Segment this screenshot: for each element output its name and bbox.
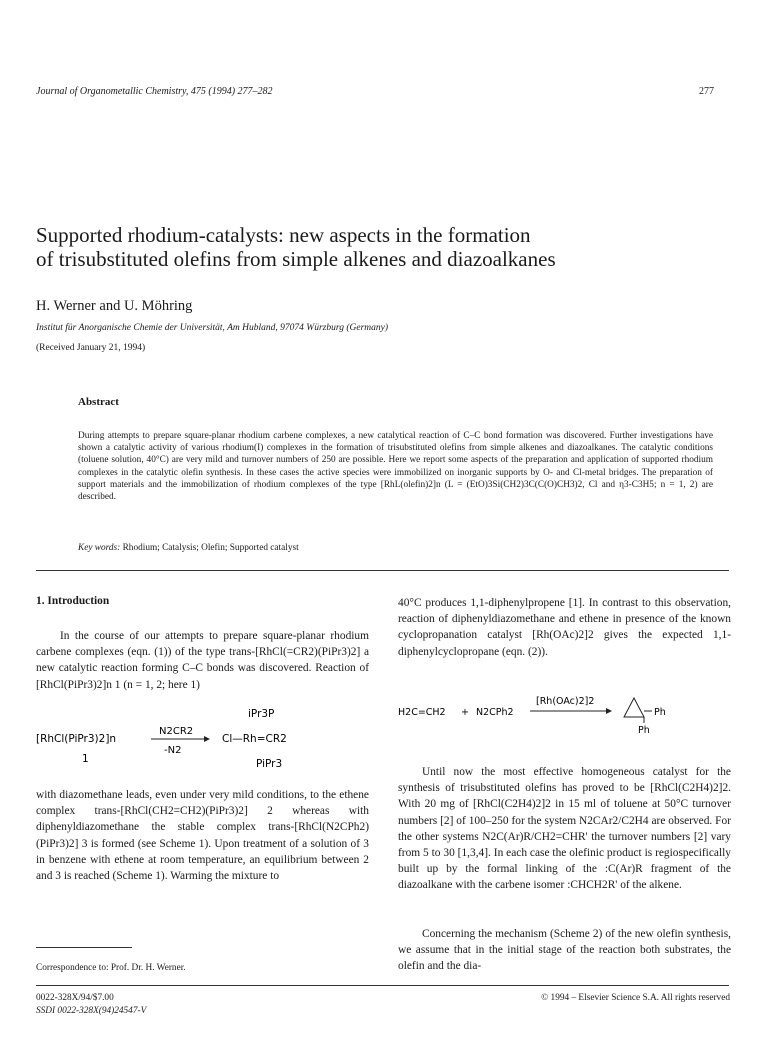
eqn1-reagent-top: N2CR2 bbox=[159, 726, 194, 737]
affiliation: Institut für Anorganische Chemie der Universität, Am Hubland, 97074 Würzburg (Germany) bbox=[36, 323, 389, 333]
footer-divider bbox=[36, 985, 729, 986]
keywords-label: Key words: bbox=[78, 543, 121, 553]
title-line-1: Supported rhodium-catalysts: new aspects in the formation bbox=[36, 223, 531, 247]
received-date: (Received January 21, 1994) bbox=[36, 343, 146, 353]
section-heading-introduction: 1. Introduction bbox=[36, 595, 110, 607]
keywords bbox=[78, 543, 299, 553]
eqn2-product-sub-2: Ph bbox=[638, 725, 650, 736]
eqn2-reactant-2: N2CPh2 bbox=[476, 707, 514, 718]
intro-paragraph-1: In the course of our attempts to prepare square-planar rhodium carbene complexes (eqn. (1)) of the type trans-[RhCl(=CR2)(PiPr3)2] a new catalytic reaction forming C–C bonds was discovered. Reaction of [RhCl(PiPr3)2]n 1 (n = 1, 2; here 1) bbox=[36, 630, 369, 691]
eqn2-reactant-1: H2C=CH2 bbox=[398, 707, 446, 718]
eqn2-product-sub-1: Ph bbox=[654, 707, 666, 718]
intro-paragraph-5: Concerning the mechanism (Scheme 2) of the new olefin synthesis, we assume that in the initial stage of the reaction both substrates, the olefin and the dia- bbox=[398, 928, 731, 973]
eqn1-reagent-bottom: -N2 bbox=[164, 745, 182, 756]
intro-paragraph-2: with diazomethane leads, even under very mild conditions, to the ethene complex trans-[RhCl(CH2=CH2)(PiPr3)2] 2 whereas with diphenyldiazomethane the stable complex trans-[RhCl(N2CPh2)(PiPr3)2] 3 is formed (see Scheme 1). Upon treatment of a solution of 3 in benzene with ethene at room temperature, an equilibrium between 2 and 3 is reached (Scheme 1). Warming the mixture to bbox=[36, 789, 369, 883]
footnote-divider bbox=[36, 947, 132, 948]
authors: H. Werner and U. Möhring bbox=[36, 298, 193, 314]
eqn2-plus: + bbox=[461, 707, 469, 718]
section-divider bbox=[36, 570, 729, 571]
equation-1-scheme bbox=[36, 700, 369, 782]
correspondence-footnote: Correspondence to: Prof. Dr. H. Werner. bbox=[36, 963, 186, 973]
eqn1-reactant-label: 1 bbox=[82, 753, 89, 765]
intro-paragraph-3: 40°C produces 1,1-diphenylpropene [1]. In contrast to this observation, reaction of diphenyldiazomethane and ethene in presence of the known cyclopropanation catalyst [Rh(OAc)2]2 gives the expected 1,1-diphenylcyclopropane (eqn. (2)). bbox=[398, 597, 731, 658]
ssdi-code: SSDI 0022-328X(94)24547-V bbox=[36, 1006, 147, 1016]
eqn1-arrow-head bbox=[204, 736, 210, 742]
paper-title bbox=[36, 223, 736, 271]
keywords-list: Rhodium; Catalysis; Olefin; Supported catalyst bbox=[122, 543, 299, 553]
eqn1-reactant: [RhCl(PiPr3)2]n bbox=[36, 733, 117, 745]
eqn1-product-top: iPr3P bbox=[248, 708, 275, 720]
eqn1-product-bottom: PiPr3 bbox=[256, 758, 283, 770]
abstract-text: During attempts to prepare square-planar rhodium carbene complexes, a new catalytical reaction of C–C bond formation was discovered. Further investigations have shown a catalytic activity of various rhodium(I) complexes in the formation of trisubstituted olefins from simple alkenes and diazoalkanes. The catalytic conditions (toluene solution, 40°C) are very mild and turnover numbers of 250 are possible. Here we report some aspects of the preparation and application of supported rhodium complexes in the catalytic olefin synthesis. In these cases the active species were immobilized on inorganic supports by O- and Cl-metal bridges. The preparation of support materials and the immobilization of rhodium complexes of the type [RhL(olefin)2]n (L = (EtO)3Si(CH2)3C(C(O)CH3)2, Cl and η3-C3H5; n = 1, 2) are described. bbox=[78, 431, 713, 503]
cyclopropane-ring bbox=[624, 698, 644, 717]
page-number: 277 bbox=[699, 86, 714, 97]
copyright-notice: © 1994 – Elsevier Science S.A. All rights reserved bbox=[541, 993, 730, 1003]
equation-2-scheme bbox=[398, 690, 731, 750]
eqn2-catalyst: [Rh(OAc)2]2 bbox=[536, 696, 595, 707]
eqn2-arrow-head bbox=[606, 708, 612, 714]
issn-price: 0022-328X/94/$7.00 bbox=[36, 993, 114, 1003]
title-line-2: of trisubstituted olefins from simple alkenes and diazoalkanes bbox=[36, 247, 556, 271]
eqn1-product-mid: Cl—Rh=CR2 bbox=[222, 733, 287, 745]
abstract-heading: Abstract bbox=[78, 396, 119, 408]
journal-citation: Journal of Organometallic Chemistry, 475 (1994) 277–282 bbox=[36, 86, 273, 97]
intro-paragraph-4: Until now the most effective homogeneous catalyst for the synthesis of trisubstituted olefins has proved to be [RhCl(C2H4)2]2. With 20 mg of [RhCl(C2H4)2]2 in 15 ml of toluene at 50°C turnover numbers [2] of 100–250 for the system N2CAr2/C2H4 are observed. For the other systems N2C(Ar)R/CH2=CHR' the turnover numbers [2] vary from 5 to 30 [1,3,4]. In each case the olefinic product is regiospecifically built up by the formal linking of the :C(Ar)R fragment of the diazoalkane with the carbene isomer :CHCH2R' of the alkene. bbox=[398, 766, 731, 892]
